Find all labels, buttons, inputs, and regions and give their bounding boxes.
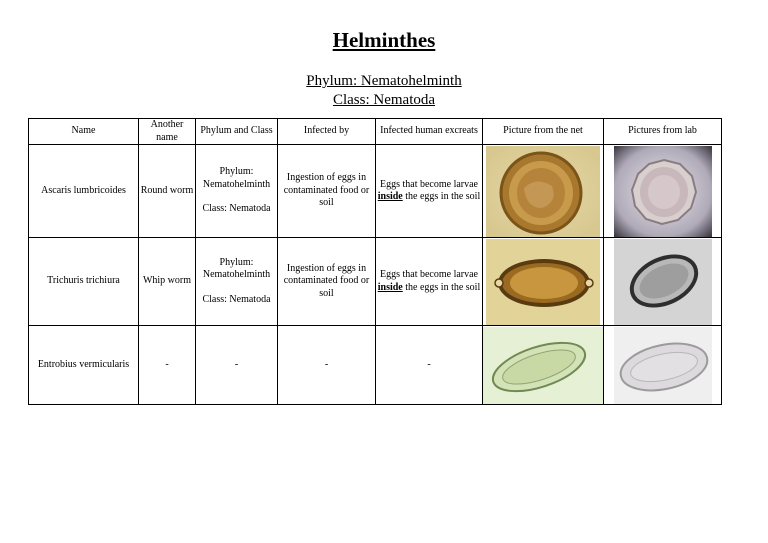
header-infected-by: Infected by	[278, 119, 376, 145]
helminth-table	[28, 118, 722, 405]
cell-excreta	[376, 145, 483, 238]
excreta-emphasis: inside	[377, 281, 403, 293]
cell-infected-by: Ingestion of eggs in contaminated food or soil	[278, 238, 376, 326]
cell-class: Class: Nematoda	[202, 203, 271, 215]
cell-phylum: Phylum: Nematohelminth	[202, 256, 271, 281]
enterobius-egg-lab-image	[614, 327, 712, 404]
cell-another-name: Whip worm	[139, 238, 196, 326]
cell-another-name: Round worm	[139, 145, 196, 238]
excreta-text-pre: Eggs that become larvae	[379, 269, 478, 280]
cell-infected-by: Ingestion of eggs in contaminated food or soil	[278, 145, 376, 238]
excreta-text-post: the eggs in the soil	[405, 191, 481, 202]
cell-phylum-class	[196, 238, 278, 326]
cell-name: Entrobius vermicularis	[29, 326, 139, 405]
header-another-name: Another name	[139, 119, 196, 145]
cell-name: Trichuris trichiura	[29, 238, 139, 326]
cell-phylum-class	[196, 145, 278, 238]
table-row	[29, 326, 722, 405]
header-excreta: Infected human excreats	[376, 119, 483, 145]
cell-picture-lab	[604, 145, 722, 238]
table-row	[29, 145, 722, 238]
cell-picture-net	[483, 238, 604, 326]
class-heading: Class: Nematoda	[332, 92, 436, 108]
excreta-text-post: the eggs in the soil	[405, 281, 481, 293]
table-header-row	[29, 119, 722, 145]
trichuris-egg-net-image	[486, 239, 600, 325]
ascaris-egg-lab-image	[614, 146, 712, 237]
cell-phylum-class: -	[196, 326, 278, 405]
enterobius-egg-net-image	[483, 327, 603, 404]
cell-name: Ascaris lumbricoides	[29, 145, 139, 238]
header-phylum-class: Phylum and Class	[196, 119, 278, 145]
excreta-emphasis: inside	[377, 191, 403, 202]
ascaris-egg-net-image	[486, 146, 600, 237]
cell-class: Class: Nematoda	[202, 293, 271, 305]
header-name: Name	[29, 119, 139, 145]
table-row	[29, 238, 722, 326]
header-picture-net: Picture from the net	[483, 119, 604, 145]
header-picture-lab: Pictures from lab	[604, 119, 722, 145]
page-title: Helminthes	[332, 28, 436, 52]
cell-picture-lab	[604, 326, 722, 405]
cell-excreta: -	[376, 326, 483, 405]
trichuris-egg-lab-image	[614, 239, 712, 325]
cell-phylum: Phylum: Nematohelminth	[202, 166, 271, 190]
phylum-heading: Phylum: Nematohelminth	[306, 73, 462, 89]
cell-picture-net	[483, 326, 604, 405]
cell-excreta	[376, 238, 483, 326]
cell-infected-by: -	[278, 326, 376, 405]
cell-another-name: -	[139, 326, 196, 405]
excreta-text-pre: Eggs that become larvae	[379, 178, 478, 190]
cell-picture-net	[483, 145, 604, 238]
cell-picture-lab	[604, 238, 722, 326]
